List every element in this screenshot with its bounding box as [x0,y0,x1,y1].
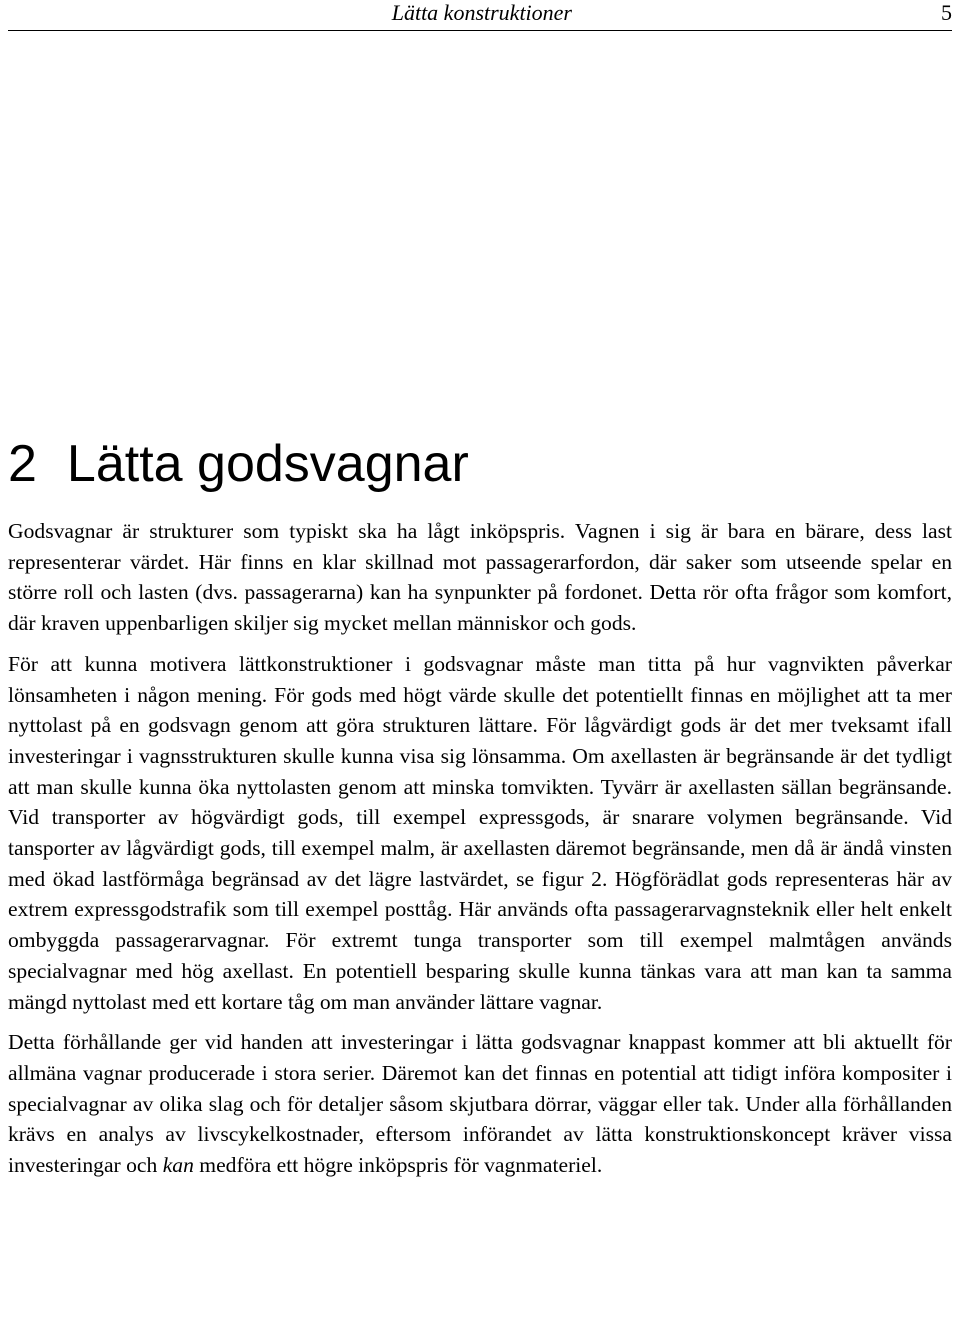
running-title: Lätta konstruktioner [391,0,572,25]
body-text [8,516,952,1191]
running-header [8,0,952,31]
chapter-number: 2 [8,435,37,493]
paragraph-3-text-before: Detta förhållande ger vid handen att investeringar i lätta godsvagnar knappast kommer att bli aktuellt för allmäna vagnar producerade i stora serier. Däremot kan det finnas en potential att tidigt införa kompositer i specialvagnar av olika slag och för detaljer såsom skjutbara dörrar, väggar eller tak. Under alla förhållanden krävs en analys av livscykelkostnader, eftersom införandet av lätta konstruktionskoncept kräver vissa investeringar och [8,1030,952,1178]
paragraph-1: Godsvagnar är strukturer som typiskt ska ha lågt inköpspris. Vagnen i sig är bara en bärare, dess last representerar värdet. Här finns en klar skillnad mot passagerarfordon, där saker som utseende spelar en större roll och lasten (dvs. passagerarna) kan ha synpunkter på fordonet. Detta rör ofta frågor som komfort, där kraven uppenbarligen skiljer sig mycket mellan människor och gods. [8,519,952,636]
paragraph-3-text-after: medföra ett högre inköpspris för vagnmateriel. [193,1153,603,1178]
paragraph-3-emphasis: kan [162,1153,194,1178]
chapter-title: Lätta godsvagnar [66,435,469,493]
paragraph-3 [8,1027,952,1181]
paragraph-2: För att kunna motivera lättkonstruktioner i godsvagnar måste man titta på hur vagnvikten påverkar lönsamheten i någon mening. För gods med högt värde skulle det potentiellt finnas en möjlighet att ta mer nyttolast på en godsvagn genom att göra strukturen lättare. För lågvärdigt gods är det mer tveksamt ifall investeringar i vagnsstrukturen skulle kunna visa sig lönsamma. Om axellasten är begränsande är det tydligt att man skulle kunna öka nyttolasten genom att minska tomvikten. Tyvärr är axellasten sällan begränsande. Vid transporter av högvärdigt gods, till exempel expressgods, är snarare volymen begränsande. Vid tansporter av lågvärdigt gods, till exempel malm, är axellasten däremot begränsande, men då är ändå vinsten med ökad lastförmåga begränsad av det lägre lastvärdet, se figur 2. Högförädlat gods representeras här av extrem expressgodstrafik som till exempel posttåg. Här används ofta passagerarvagnsteknik eller helt enkelt ombyggda passagerarvagnar. För extremt tunga transporter som till exempel malmtågen används specialvagnar med hög axellast. En potentiell besparing skulle kunna tänkas vara att man kan ta samma mängd nyttolast med ett kortare tåg om man använder lättare vagnar. [8,651,952,1014]
page-number: 5 [941,0,952,25]
chapter-heading [8,432,469,496]
